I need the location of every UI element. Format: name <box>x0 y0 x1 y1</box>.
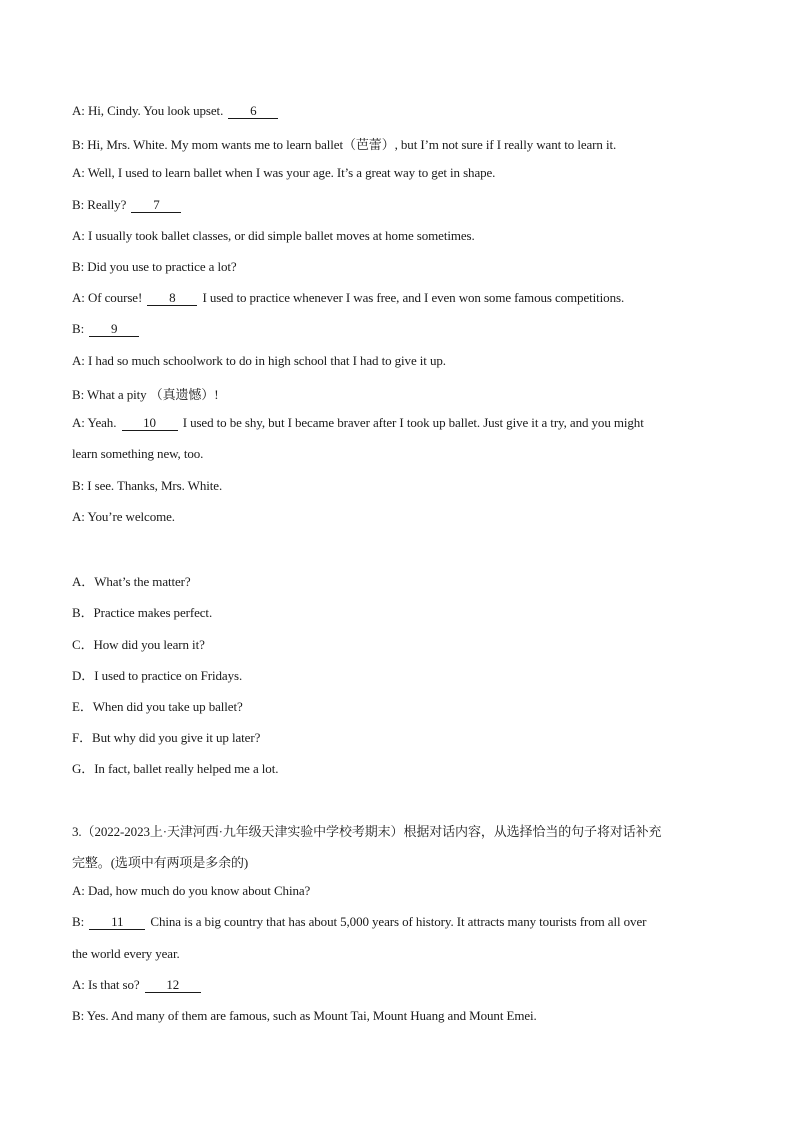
option-text: What’s the matter? <box>94 574 191 589</box>
line-text: Of course! <box>87 290 143 305</box>
answer-blank[interactable]: 11 <box>89 915 145 930</box>
dialogue-line <box>72 259 732 275</box>
dialogue-line-continued <box>72 946 732 962</box>
option-item <box>72 758 732 777</box>
option-text: But why did you give it up later? <box>92 730 261 745</box>
option-text: Practice makes perfect. <box>93 605 213 620</box>
line-text: Well, I used to learn ballet when I was your age. It’s a great way to get in shape. <box>87 165 496 180</box>
option-item <box>72 727 732 746</box>
speaker-label: B: <box>72 478 85 493</box>
line-text-after: China is a big country that has about 5,000 years of history. It attracts many tourists from all over <box>150 914 647 929</box>
line-text: What a pity （真遗憾）! <box>87 387 219 402</box>
line-text: You’re welcome. <box>87 509 175 524</box>
line-text-after: I used to be shy, but I became braver after I took up ballet. Just give it a try, and you might <box>182 415 644 430</box>
line-text: Hi, Cindy. You look upset. <box>87 103 224 118</box>
option-letter: D． <box>72 668 95 683</box>
speaker-label: B: <box>72 197 85 212</box>
speaker-label: A: <box>72 165 85 180</box>
dialogue-line <box>72 977 732 993</box>
dialogue-line <box>72 197 732 213</box>
dialogue-line <box>72 134 732 153</box>
option-text: How did you learn it? <box>93 637 205 652</box>
line-text: Yes. And many of them are famous, such as Mount Tai, Mount Huang and Mount Emei. <box>86 1008 537 1023</box>
dialogue-line <box>72 103 732 119</box>
option-text: I used to practice on Fridays. <box>94 668 243 683</box>
dialogue-line-continued <box>72 446 732 462</box>
option-letter: A． <box>72 574 95 589</box>
line-text: I had so much schoolwork to do in high school that I had to give it up. <box>87 353 446 368</box>
option-item <box>72 696 732 715</box>
line-text: Did you use to practice a lot? <box>87 259 237 274</box>
option-item <box>72 571 732 590</box>
dialogue-line <box>72 353 732 369</box>
speaker-label: A: <box>72 509 85 524</box>
answer-blank[interactable]: 10 <box>122 416 178 431</box>
option-letter: C． <box>72 637 94 652</box>
speaker-label: B: <box>72 321 85 336</box>
answer-blank[interactable]: 6 <box>228 104 278 119</box>
speaker-label: B: <box>72 914 85 929</box>
answer-blank[interactable]: 8 <box>147 291 197 306</box>
speaker-label: B: <box>72 137 85 152</box>
line-text-after: I used to practice whenever I was free, and I even won some famous competitions. <box>202 290 625 305</box>
line-text: Is that so? <box>87 977 140 992</box>
option-letter: E． <box>72 699 93 714</box>
line-text: I see. Thanks, Mrs. White. <box>87 478 223 493</box>
speaker-label: A: <box>72 290 85 305</box>
speaker-label: B: <box>72 1008 85 1023</box>
dialogue-line <box>72 509 732 525</box>
line-text: Yeah. <box>87 415 117 430</box>
speaker-label: A: <box>72 977 85 992</box>
dialogue-line <box>72 290 732 306</box>
dialogue-line <box>72 384 732 403</box>
answer-blank[interactable]: 12 <box>145 978 201 993</box>
line-text: I usually took ballet classes, or did simple ballet moves at home sometimes. <box>87 228 475 243</box>
speaker-label: A: <box>72 228 85 243</box>
option-item <box>72 634 732 653</box>
answer-blank[interactable]: 7 <box>131 198 181 213</box>
line-text: Really? <box>87 197 127 212</box>
dialogue-line <box>72 415 732 431</box>
question-instruction: 完整。(选项中有两项是多余的) <box>72 855 249 870</box>
answer-blank[interactable]: 9 <box>89 322 139 337</box>
option-item <box>72 665 732 684</box>
option-letter: B． <box>72 605 94 620</box>
question-instruction: 3.（2022-2023上·天津河西·九年级天津实验中学校考期末）根据对话内容，从选择恰当的句子将对话补充 <box>72 824 662 839</box>
dialogue-line <box>72 883 732 899</box>
option-letter: F． <box>72 730 93 745</box>
speaker-label: A: <box>72 883 85 898</box>
question-heading <box>72 821 732 840</box>
speaker-label: B: <box>72 387 85 402</box>
speaker-label: B: <box>72 259 85 274</box>
dialogue-line <box>72 478 732 494</box>
speaker-label: A: <box>72 103 85 118</box>
question-heading-continued <box>72 852 732 871</box>
option-text: When did you take up ballet? <box>92 699 243 714</box>
dialogue-line <box>72 228 732 244</box>
line-text: learn something new, too. <box>72 446 204 461</box>
dialogue-line <box>72 321 732 337</box>
option-letter: G． <box>72 761 95 776</box>
line-text: the world every year. <box>72 946 180 961</box>
speaker-label: A: <box>72 415 85 430</box>
line-text: Hi, Mrs. White. My mom wants me to learn ballet（芭蕾）, but I’m not sure if I really want to learn it. <box>87 137 617 152</box>
option-item <box>72 602 732 621</box>
option-text: In fact, ballet really helped me a lot. <box>94 761 279 776</box>
line-text: Dad, how much do you know about China? <box>87 883 311 898</box>
dialogue-line <box>72 914 732 930</box>
speaker-label: A: <box>72 353 85 368</box>
dialogue-line <box>72 165 732 181</box>
dialogue-line <box>72 1008 732 1024</box>
